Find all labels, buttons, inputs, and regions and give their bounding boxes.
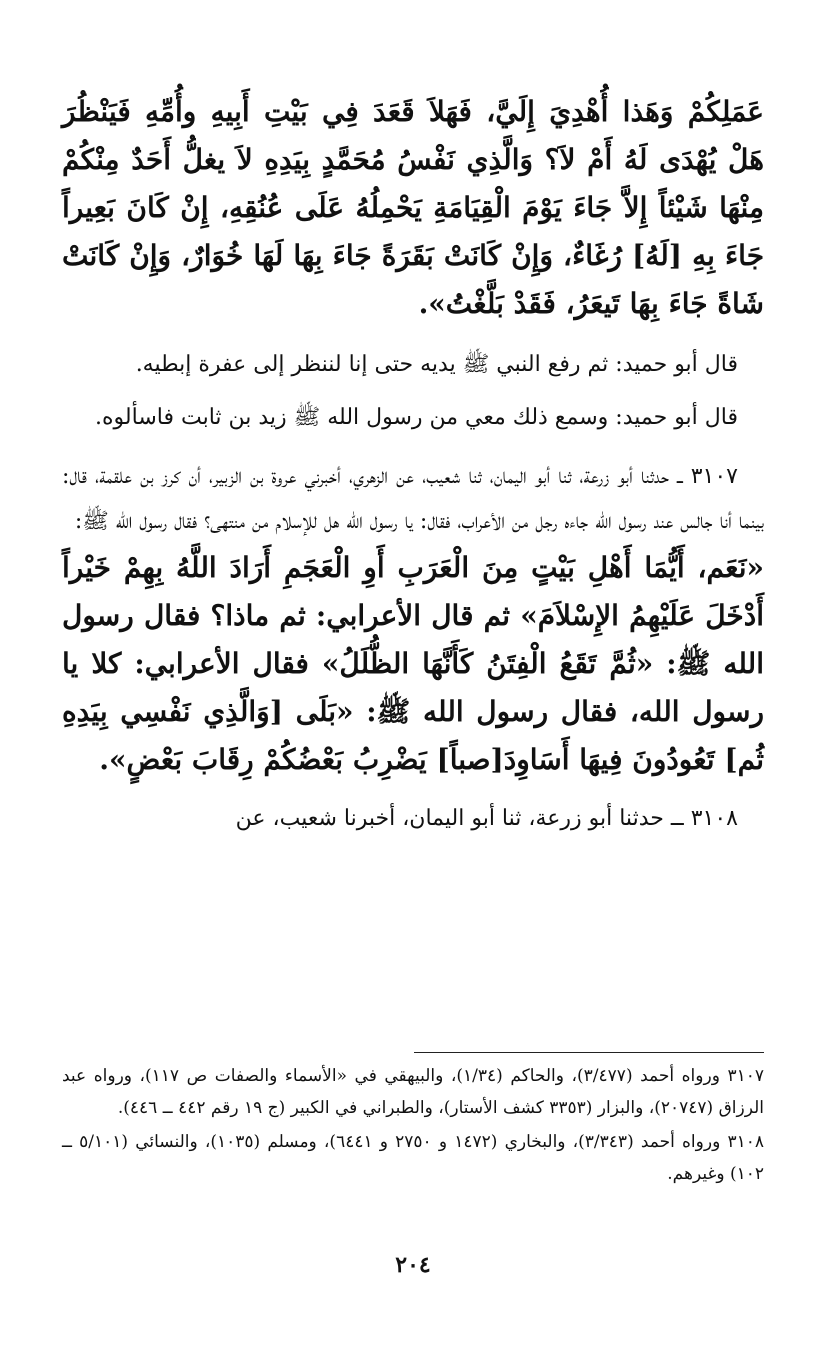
footnote-divider — [414, 1052, 764, 1053]
hadith-continuation: عَمَلِكُمْ وَهَذا أُهْدِيَ إِلَيَّ، فَهَلاَ قَعَدَ فِي بَيْتِ أَبِيهِ وأُمِّهِ فَيَنْظُرَ هَلْ يُهْدَى لَهُ أَمْ لاَ؟ وَالَّذِي نَفْسُ مُحَمَّدٍ بِيَدِهِ لاَ يغلُّ أَحَدٌ مِنْكُمْ مِنْهَا شَيْئاً إِلاَّ جَاءَ يَوْمَ الْقِيَامَةِ يَحْمِلُهُ عَلَى عُنُقِهِ، إِنْ كَانَ بَعِيراً جَاءَ بِهِ [لَهُ] رُغَاءٌ، وَإِنْ كَانَتْ بَقَرَةً جَاءَ بِهَا لَهَا خُوَارٌ، وَإِنْ كَانَتْ شَاةً جَاءَ بِهَا تَيعَرُ، فَقَدْ بَلَّغْتُ». — [62, 95, 764, 320]
footnote-3108: ٣١٠٨ ورواه أحمد (٣/٣٤٣)، والبخاري (١٤٧٢ و ٢٧٥٠ و ٦٤٤١)، ومسلم (١٠٣٥)، والنسائي (٥/١٠١ ــ ١٠٢) وغيرهم. — [62, 1132, 764, 1184]
hadith-3107-chain: ٣١٠٧ ــ حدثنا أبو زرعة، ثنا أبو اليمان، ثنا شعيب، عن الزهري، أخبرني عروة بن الزبير، أن كرز بن علقمة، قال: بينما أنا جالس عند رسول الله جاءه رجل من الأعراب، فقال: يا رسول الله هل للإسلام من منتهى؟ فقال رسول الله ﷺ: — [62, 464, 764, 534]
hadith-3107-text: «نَعَم، أَيُّمَا أَهْلِ بَيْتٍ مِنَ الْعَرَبِ أَوِ الْعَجَمِ أَرَادَ اللَّهُ بِهِمْ خَيْراً أَدْخَلَ عَلَيْهِمُ الإِسْلاَمَ» ثم قال الأعرابي: ثم ماذا؟ فقال رسول الله ﷺ: «ثُمَّ تَقَعُ الْفِتَنُ كَأَنَّهَا الظُّلَلُ» فقال الأعرابي: كلا يا رسول الله، فقال رسول الله ﷺ: «بَلَى [وَالَّذِي نَفْسِي بِيَدِهِ ثُم] تَعُودُونَ فِيهَا أَسَاوِدَ[صباً] يَضْرِبُ بَعْضُكُمْ رِقَابَ بَعْضٍ». — [62, 551, 764, 776]
page-body — [62, 88, 764, 841]
footnotes — [62, 1060, 764, 1192]
hadith-3108-chain: ٣١٠٨ ــ حدثنا أبو زرعة، ثنا أبو اليمان، أخبرنا شعيب، عن — [235, 806, 738, 831]
footnote-3107: ٣١٠٧ ورواه أحمد (٣/٤٧٧)، والحاكم (١/٣٤)، والبيهقي في «الأسماء والصفات ص ١١٧)، ورواه عبد الرزاق (٢٠٧٤٧)، والبزار (٣٣٥٣ كشف الأستار)، والطبراني في الكبير (ج ١٩ رقم ٤٤٢ ــ ٤٤٦). — [62, 1066, 764, 1118]
paragraph-abu-humaid-1: قال أبو حميد: ثم رفع النبي ﷺ يديه حتى إنا لننظر إلى عفرة إبطيه. — [135, 352, 738, 377]
page-number: ٢٠٤ — [395, 1252, 431, 1278]
paragraph-abu-humaid-2: قال أبو حميد: وسمع ذلك معي من رسول الله ﷺ زيد بن ثابت فاسألوه. — [95, 405, 738, 430]
